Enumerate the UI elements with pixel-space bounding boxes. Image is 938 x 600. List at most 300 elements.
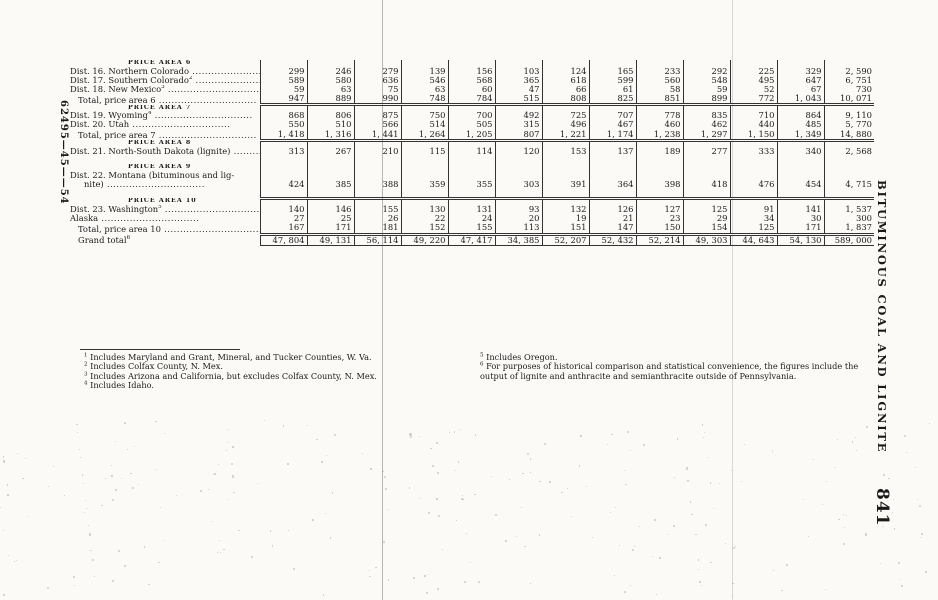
scan-speck: [130, 473, 132, 475]
scan-speck: [904, 435, 906, 437]
scan-speck: [901, 585, 903, 587]
grand-total-label-cell: [68, 234, 260, 245]
scan-speck: [639, 526, 640, 527]
footnote-marker: 6: [126, 235, 131, 242]
area-total-value: 899: [683, 94, 730, 105]
district-value: 140: [260, 205, 307, 214]
area-total-value: 1, 264: [401, 130, 448, 141]
scan-speck: [632, 549, 634, 551]
scan-speck: [744, 444, 745, 445]
scan-speck: [220, 552, 221, 553]
district-value: 589: [260, 76, 307, 85]
area-total-value: 181: [354, 223, 401, 234]
area-total-value: 1, 316: [307, 130, 354, 141]
scan-speck: [3, 460, 5, 462]
district-value: 59: [260, 85, 307, 94]
scan-speck: [86, 508, 87, 509]
scan-speck: [158, 562, 160, 564]
district-value: 277: [683, 147, 730, 156]
scan-speck: [312, 519, 314, 521]
scan-speck: [888, 478, 889, 479]
district-value: 778: [636, 111, 683, 120]
scan-speck: [917, 499, 918, 500]
footnote-marker: 5: [158, 205, 162, 211]
empty-cell: [589, 189, 636, 199]
district-value: 560: [636, 76, 683, 85]
scan-speck: [625, 470, 626, 471]
scan-speck: [85, 500, 86, 501]
scan-speck: [436, 498, 437, 499]
scan-speck: [652, 556, 653, 557]
scan-speck: [825, 589, 826, 590]
area-total-text: Total, price area 7: [78, 130, 156, 141]
scan-speck: [323, 594, 325, 596]
area-total-value: 748: [401, 94, 448, 105]
price-area-heading: PRICE AREA 7: [128, 104, 192, 111]
area-total-row: [68, 130, 874, 141]
district-value: 34: [730, 214, 777, 223]
scan-speck: [307, 425, 308, 426]
footnote-text: Includes Idaho.: [90, 380, 155, 391]
scan-speck: [893, 499, 894, 500]
scan-speck: [264, 420, 265, 421]
scan-speck: [27, 516, 28, 517]
scan-speck: [257, 483, 258, 484]
scan-speck: [695, 534, 696, 535]
scan-speck: [539, 534, 540, 535]
scan-speck: [772, 450, 773, 451]
scan-speck: [524, 546, 526, 548]
district-row: [68, 214, 874, 223]
district-value: 132: [542, 205, 589, 214]
scan-speck: [77, 432, 78, 433]
scan-speck: [226, 450, 227, 451]
area-total-value: 1, 297: [683, 130, 730, 141]
grand-total-value: 54, 130: [777, 234, 824, 245]
district-value: 364: [589, 171, 636, 189]
empty-cell: [824, 189, 874, 199]
footnote-number: 1: [84, 352, 88, 359]
scan-speck: [0, 507, 1, 508]
scan-speck: [458, 461, 460, 463]
footnote-number: 3: [84, 371, 88, 378]
scan-speck: [719, 483, 720, 484]
scan-speck: [855, 437, 856, 438]
scan-speck: [83, 483, 84, 484]
area-total-label: [68, 94, 260, 105]
district-value: 279: [354, 67, 401, 76]
area-total-value: 851: [636, 94, 683, 105]
scan-speck: [124, 422, 126, 424]
scan-speck: [148, 584, 150, 586]
district-value: 303: [495, 171, 542, 189]
scan-speck: [223, 549, 225, 551]
scan-speck: [698, 569, 700, 571]
scan-speck: [837, 439, 838, 440]
scan-speck: [843, 543, 845, 545]
district-value: 22: [401, 214, 448, 223]
scan-speck: [627, 431, 629, 433]
district-value: 460: [636, 120, 683, 129]
scan-speck: [369, 570, 370, 571]
scan-speck: [334, 434, 336, 436]
district-value: 580: [307, 76, 354, 85]
district-value: 462: [683, 120, 730, 129]
scan-speck: [409, 487, 410, 488]
empty-cell: [495, 164, 542, 171]
scan-speck: [437, 588, 439, 590]
scan-speck: [607, 444, 608, 445]
scan-speck: [619, 545, 620, 546]
scan-speck: [677, 438, 678, 439]
scan-speck: [813, 459, 814, 460]
scan-speck: [287, 463, 288, 464]
district-label: Dist. 18. New Mexico: [70, 84, 162, 94]
footnotes-right: [480, 353, 870, 381]
scan-speck: [211, 521, 213, 523]
area-total-row: [68, 223, 874, 234]
grand-total-value: 49, 220: [401, 234, 448, 245]
empty-cell: [824, 156, 874, 164]
empty-cell: [307, 189, 354, 199]
grand-total-value: 589, 000: [824, 234, 874, 245]
district-value: 75: [354, 85, 401, 94]
scan-speck: [144, 546, 146, 548]
district-value: 300: [824, 214, 874, 223]
district-value: 67: [777, 85, 824, 94]
district-label: Dist. 21. North-South Dakota (lignite): [70, 146, 231, 156]
scan-speck: [218, 464, 219, 465]
scan-speck: [567, 488, 568, 489]
scan-speck: [786, 564, 788, 566]
district-value: 510: [307, 120, 354, 129]
scan-speck: [48, 486, 49, 487]
empty-cell: [636, 164, 683, 171]
district-value: 61: [589, 85, 636, 94]
scan-speck: [844, 527, 845, 528]
district-value: 485: [777, 120, 824, 129]
scan-speck: [251, 556, 253, 558]
scan-speck: [509, 479, 510, 480]
scan-speck: [53, 466, 54, 467]
empty-cell: [495, 156, 542, 164]
district-value: 546: [401, 76, 448, 85]
scan-speck: [293, 568, 295, 570]
area-total-value: 150: [636, 223, 683, 234]
scan-speck: [383, 541, 385, 543]
district-value: 329: [777, 67, 824, 76]
scan-speck: [698, 559, 699, 560]
scan-speck: [826, 481, 827, 482]
empty-cell: [448, 189, 495, 199]
scan-speck: [227, 429, 228, 430]
empty-cell: [354, 164, 401, 171]
footnote-text: Includes Oregon.: [486, 352, 558, 362]
district-value: 707: [589, 111, 636, 120]
scan-speck: [592, 537, 593, 538]
scan-speck: [530, 583, 531, 584]
district-value: 24: [448, 214, 495, 223]
scan-speck: [470, 562, 471, 563]
scan-speck: [539, 481, 541, 483]
scan-speck: [544, 443, 546, 445]
district-value: 299: [260, 67, 307, 76]
area-total-value: 990: [354, 94, 401, 105]
scan-speck: [474, 494, 476, 496]
area-total-value: 1, 238: [636, 130, 683, 141]
area-total-value: 14, 880: [824, 130, 874, 141]
page-number: 841: [872, 488, 892, 527]
district-value: 120: [495, 147, 542, 156]
district-value: 189: [636, 147, 683, 156]
price-area-heading: PRICE AREA 8: [128, 140, 192, 147]
scan-speck: [232, 475, 234, 477]
scan-speck: [14, 561, 15, 562]
scan-speck: [89, 550, 90, 551]
empty-cell: [354, 189, 401, 199]
scan-speck: [214, 473, 216, 475]
scan-speck: [325, 513, 326, 514]
footnote-marker: 4: [147, 111, 152, 117]
area-total-value: 1, 205: [448, 130, 495, 141]
district-value: 165: [589, 67, 636, 76]
scan-speck: [580, 435, 581, 436]
footnote-number: 5: [480, 352, 484, 359]
scan-speck: [625, 484, 627, 486]
footnote-rule: [80, 349, 240, 350]
scan-speck: [115, 441, 116, 442]
scan-speck: [686, 467, 688, 469]
scan-speck: [79, 449, 80, 450]
scan-speck: [94, 576, 95, 577]
scan-speck: [454, 470, 455, 471]
scan-speck: [687, 480, 689, 482]
scan-speck: [7, 484, 9, 486]
table-body: [68, 60, 874, 245]
scan-speck: [527, 453, 529, 455]
area-total-value: 1, 043: [777, 94, 824, 105]
scan-speck: [213, 474, 214, 475]
area-total-value: 784: [448, 94, 495, 105]
district-value: 4, 715: [824, 171, 874, 189]
district-value: 418: [683, 171, 730, 189]
scan-speck: [332, 492, 334, 494]
area-total-value: 154: [683, 223, 730, 234]
scan-speck: [112, 580, 114, 582]
scan-speck: [656, 594, 657, 595]
scan-speck: [659, 557, 661, 559]
scan-speck: [387, 509, 389, 511]
scan-speck: [88, 525, 89, 526]
scan-speck: [900, 579, 901, 580]
scan-speck: [176, 495, 177, 496]
scan-speck: [217, 552, 218, 553]
area-total-value: 171: [307, 223, 354, 234]
scan-speck: [270, 530, 271, 531]
empty-cell: [542, 164, 589, 171]
scan-speck: [385, 488, 387, 490]
district-value: 333: [730, 147, 777, 156]
area-total-value: 1, 418: [260, 130, 307, 141]
scan-speck: [8, 555, 9, 556]
scan-speck: [208, 489, 209, 490]
scan-speck: [388, 579, 390, 581]
footnote-text: Includes Maryland and Grant, Mineral, and Tucker Counties, W. Va.: [90, 352, 372, 362]
scan-speck: [690, 501, 691, 502]
scan-speck: [132, 487, 134, 489]
area-total-value: 807: [495, 130, 542, 141]
district-value: 340: [777, 147, 824, 156]
district-value: 146: [307, 205, 354, 214]
scan-speck: [74, 585, 75, 586]
district-value: 398: [636, 171, 683, 189]
scan-speck: [283, 425, 285, 427]
district-row: [68, 67, 874, 76]
scan-speck: [466, 533, 467, 534]
scan-speck: [459, 429, 460, 430]
scan-speck: [834, 467, 835, 468]
district-value: 750: [401, 111, 448, 120]
scan-speck: [436, 442, 438, 444]
area-total-text: Total, price area 10: [78, 223, 161, 234]
grand-total-value: 52, 207: [542, 234, 589, 245]
empty-cell: [730, 164, 777, 171]
district-label-cell: [68, 214, 260, 223]
area-total-value: 1, 150: [730, 130, 777, 141]
area-total-value: 1, 441: [354, 130, 401, 141]
scan-speck: [462, 495, 463, 496]
scan-speck: [127, 449, 128, 450]
price-area-heading: PRICE AREA 10: [128, 198, 197, 205]
scan-speck: [865, 533, 867, 535]
district-value: 548: [683, 76, 730, 85]
scan-speck: [667, 534, 668, 535]
district-value: 30: [777, 214, 824, 223]
scan-speck: [200, 490, 202, 492]
scan-speck: [530, 472, 531, 473]
scan-speck: [883, 474, 885, 476]
area-total-value: 125: [730, 223, 777, 234]
district-value: 492: [495, 111, 542, 120]
footnote-number: 6: [480, 361, 484, 368]
district-value: 25: [307, 214, 354, 223]
scan-speck: [710, 482, 711, 483]
area-total-value: 113: [495, 223, 542, 234]
district-value: 496: [542, 120, 589, 129]
scan-speck: [699, 581, 701, 583]
district-value: 476: [730, 171, 777, 189]
scan-speck: [894, 528, 895, 529]
scan-speck: [741, 481, 742, 482]
scan-speck: [710, 562, 712, 564]
empty-cell: [307, 164, 354, 171]
district-value: 2, 590: [824, 67, 874, 76]
district-value: 505: [448, 120, 495, 129]
scan-speck: [326, 455, 327, 456]
empty-cell: [777, 156, 824, 164]
scan-speck: [91, 550, 92, 551]
district-row: [68, 171, 874, 189]
district-value: 365: [495, 76, 542, 85]
district-value: 126: [589, 205, 636, 214]
scan-speck: [856, 450, 857, 451]
footnote: [480, 362, 870, 381]
area-total-value: 151: [542, 223, 589, 234]
scan-speck: [449, 432, 450, 433]
scan-speck: [475, 434, 477, 436]
district-value: 454: [777, 171, 824, 189]
area-total-value: 1, 174: [589, 130, 636, 141]
scan-speck: [454, 431, 455, 432]
scan-speck: [111, 475, 112, 476]
scan-speck: [654, 519, 656, 521]
district-label: Dist. 23. Washington: [70, 205, 159, 215]
margin-code: 62495—45——54: [58, 100, 69, 205]
scan-speck: [118, 550, 120, 552]
scan-speck: [370, 468, 372, 470]
district-value: 267: [307, 147, 354, 156]
district-value: 391: [542, 171, 589, 189]
scan-speck: [3, 530, 4, 531]
district-value: 29: [683, 214, 730, 223]
district-value: 359: [401, 171, 448, 189]
empty-cell: [777, 164, 824, 171]
district-label-continued: nite) .....: [70, 179, 205, 189]
district-value: 66: [542, 85, 589, 94]
empty-cell: [683, 164, 730, 171]
scan-speck: [808, 536, 809, 537]
district-label-cell: [68, 67, 260, 76]
empty-cell: [683, 189, 730, 199]
district-label-cell: [68, 171, 260, 189]
scan-speck: [3, 456, 5, 458]
area-total-value: 152: [401, 223, 448, 234]
empty-cell: [68, 156, 260, 164]
scan-speck: [579, 465, 580, 466]
district-row: [68, 85, 874, 94]
district-label-cell: [68, 120, 260, 129]
scan-speck: [227, 499, 228, 500]
scan-speck: [846, 515, 847, 516]
empty-cell: [824, 164, 874, 171]
district-value: 153: [542, 147, 589, 156]
price-area-heading-row: [68, 105, 874, 112]
scan-speck: [522, 473, 524, 475]
footnote-number: 4: [84, 380, 88, 387]
scan-speck: [419, 498, 420, 499]
footnotes-left: [84, 353, 464, 391]
district-value: 385: [307, 171, 354, 189]
price-area-heading: PRICE AREA 6: [128, 60, 192, 66]
scan-speck: [735, 546, 736, 547]
area-total-value: 155: [448, 223, 495, 234]
scan-speck: [138, 484, 139, 485]
scan-speck: [610, 512, 611, 513]
scan-speck: [491, 476, 492, 477]
scan-speck: [426, 592, 428, 594]
district-value: 315: [495, 120, 542, 129]
district-value: 19: [542, 214, 589, 223]
scan-speck: [838, 519, 839, 520]
scan-speck: [64, 495, 65, 496]
grand-total-value: 47, 417: [448, 234, 495, 245]
scan-speck: [707, 457, 708, 458]
scan-speck: [772, 452, 773, 453]
area-total-value: 808: [542, 94, 589, 105]
empty-cell: [401, 164, 448, 171]
empty-cell: [542, 156, 589, 164]
area-total-value: 147: [589, 223, 636, 234]
